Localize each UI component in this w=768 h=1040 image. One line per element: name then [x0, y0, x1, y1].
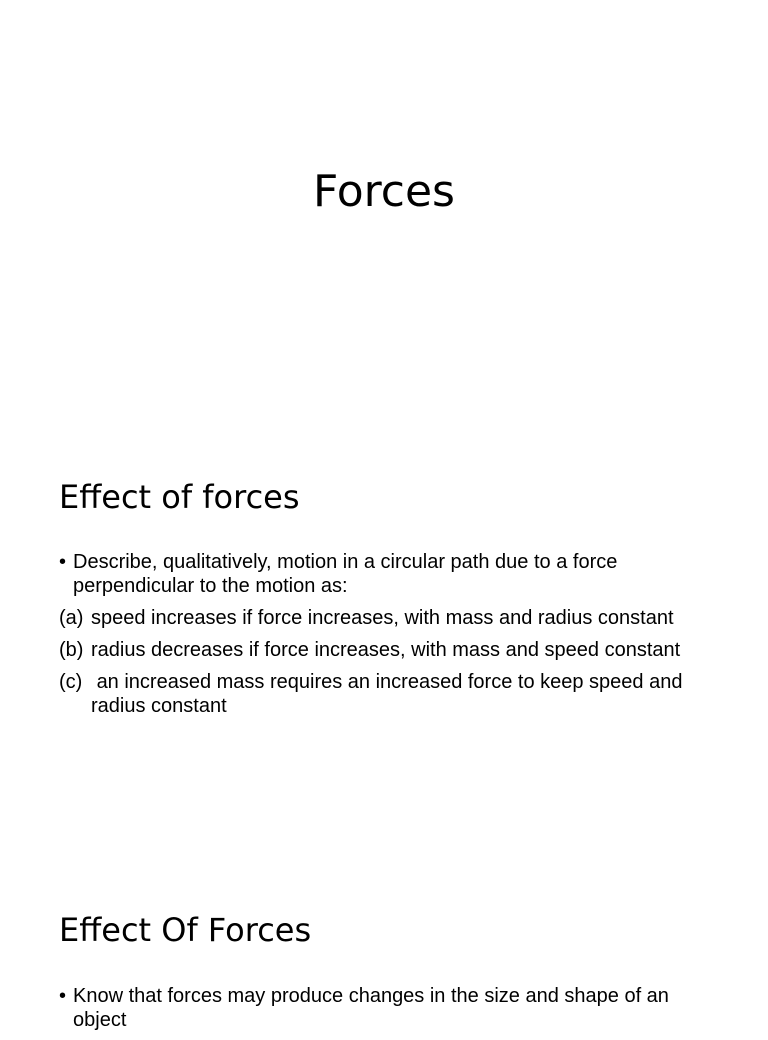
list-marker: (b) — [59, 639, 84, 661]
list-marker: (a) — [59, 607, 84, 629]
slide-body-2 — [59, 984, 709, 1040]
slide-title: Forces — [313, 166, 455, 217]
bullet-item — [59, 550, 709, 598]
bullet-marker: • — [59, 551, 67, 573]
slide-heading: Effect of forces — [59, 478, 300, 516]
list-text: speed increases if force increases, with mass and radius constant — [91, 607, 674, 629]
list-text: an increased mass requires an increased force to keep speed and radius constant — [91, 671, 689, 717]
bullet-text: Describe, qualitatively, motion in a circular path due to a force perpendicular to the motion as: — [73, 551, 618, 597]
list-text: radius decreases if force increases, with mass and speed constant — [91, 639, 681, 661]
slide-body — [59, 550, 709, 726]
bullet-marker: • — [59, 985, 67, 1007]
list-marker: (c) — [59, 671, 83, 693]
slide-heading-2: Effect Of Forces — [59, 911, 312, 949]
list-item-c — [59, 670, 709, 718]
list-item-a — [59, 606, 709, 630]
list-item-b — [59, 638, 709, 662]
bullet-text: Know that forces may produce changes in the size and shape of an object — [73, 985, 669, 1031]
bullet-item — [59, 984, 709, 1032]
